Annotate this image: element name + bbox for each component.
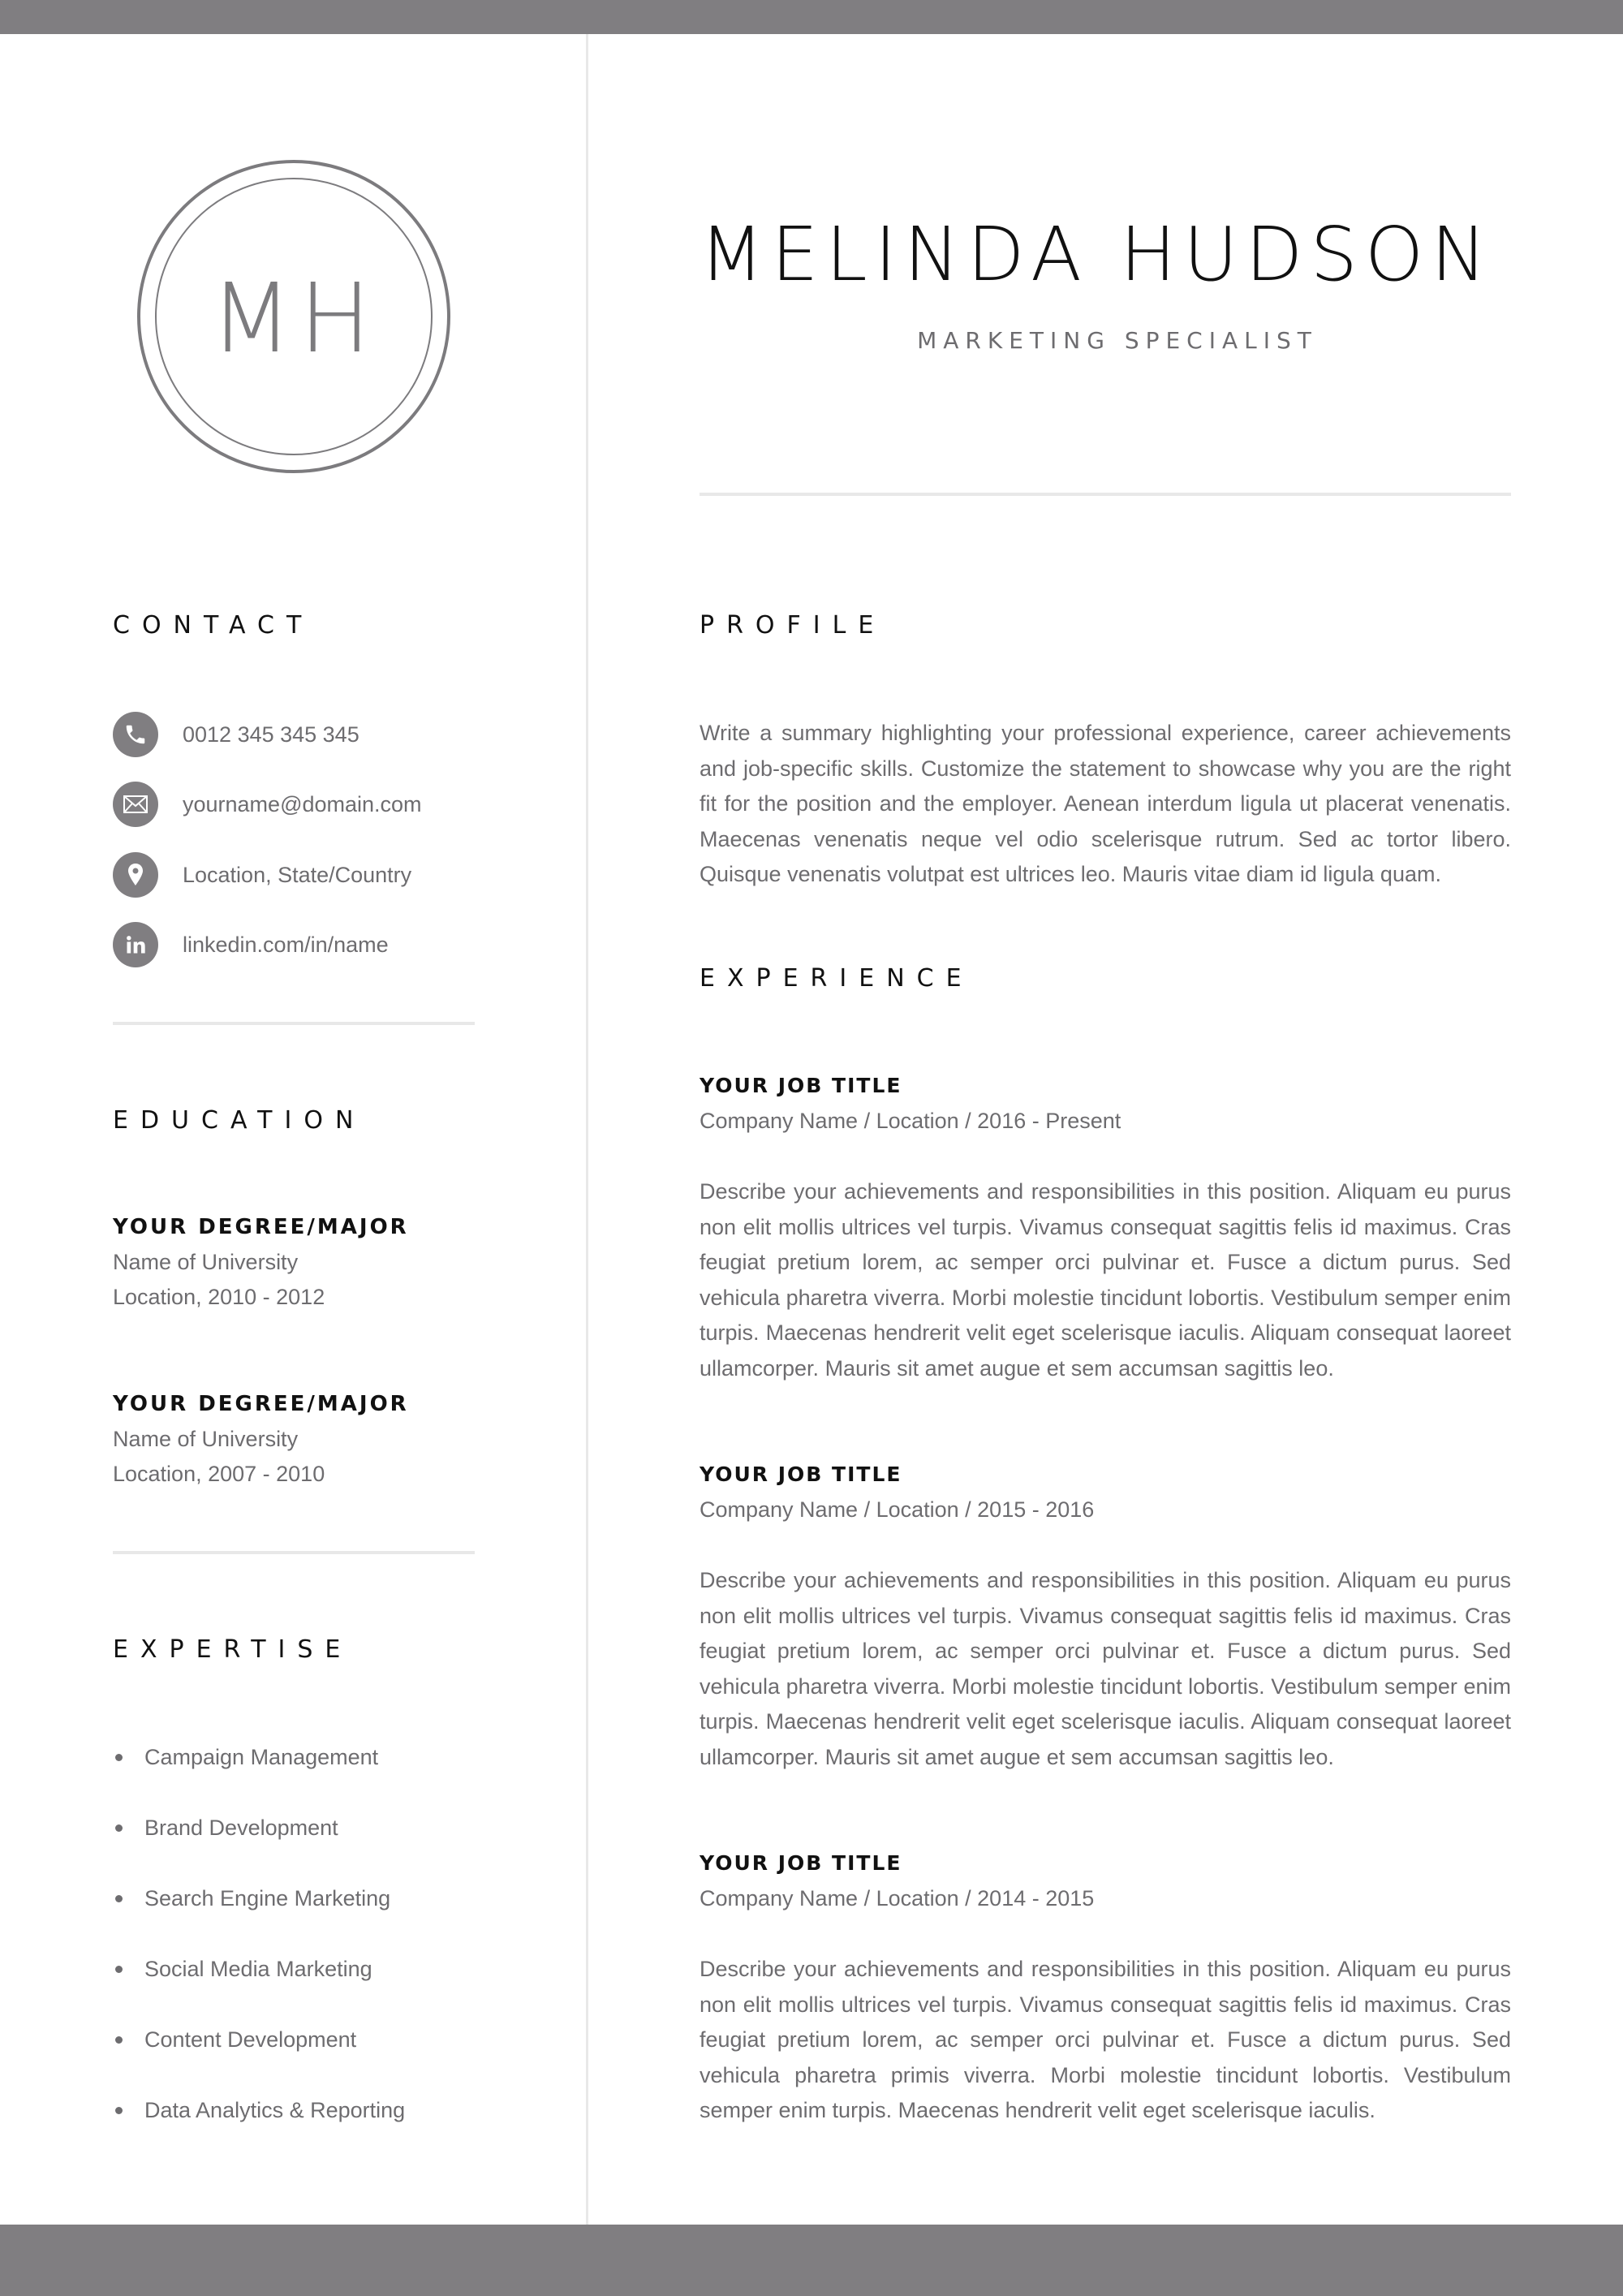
profile-summary: Write a summary highlighting your professional experience, career achievements and job-specific skills. Customize the statement to showcase why you are the right fit for the position and the employer. Aenean interdum ligula ut placerat venenatis. Maecenas venenatis neque vel odio scelerisque rutrum. Sed ac tortor libero. Quisque venenatis volutpat est ultrices leo. Mauris vitae diam id ligula quam. [700, 721, 1511, 886]
degree-title: YOUR DEGREE/MAJOR [113, 1215, 409, 1239]
experience-heading: EXPERIENCE [700, 964, 974, 993]
job-company-location-dates: Company Name / Location / 2016 - Present [700, 1109, 1121, 1133]
column-divider [586, 34, 588, 2225]
email-icon [113, 782, 158, 827]
job-title: YOUR JOB TITLE [700, 1074, 902, 1097]
expertise-item-label: Campaign Management [144, 1744, 379, 1769]
bullet-icon [115, 2036, 123, 2044]
monogram-initials: MH [209, 262, 378, 374]
candidate-title: MARKETING SPECIALIST [917, 327, 1318, 354]
contact-email [113, 782, 422, 827]
university-name: Name of University [113, 1250, 299, 1274]
education-location-dates: Location, 2007 - 2010 [113, 1462, 325, 1486]
education-entry [113, 1209, 475, 1315]
linkedin-icon [113, 922, 158, 967]
contact-linkedin [113, 922, 389, 967]
experience-entry [700, 1457, 1511, 1775]
expertise-item-label: Data Analytics & Reporting [144, 2097, 406, 2122]
header-divider [700, 493, 1511, 496]
education-entry [113, 1386, 475, 1492]
experience-entry [700, 1846, 1511, 2129]
degree-title: YOUR DEGREE/MAJOR [113, 1392, 409, 1416]
expertise-item [113, 2023, 356, 2056]
expertise-item [113, 1741, 378, 1773]
monogram-badge [137, 160, 450, 473]
contact-linkedin-text: linkedin.com/in/name [183, 932, 389, 957]
contact-phone [113, 712, 359, 757]
experience-entry [700, 1068, 1511, 1386]
job-description: Describe your achievements and responsibilities in this position. Aliquam eu purus non elit mollis ultrices vel turpis. Vivamus consequat sagittis felis id maximus. Cras feugiat pretium lorem, ac semper orci pulvinar et. Fusce a dictum purus. Sed vehicula pharetra viverra. Morbi molestie tincidunt lobortis. Vestibulum semper enim turpis. Maecenas hendrerit velit eget scelerisque iaculis. Aliquam consequat laoreet ullamcorper. Mauris sit amet augue et sem accumsan sagittis leo. [700, 1568, 1511, 1769]
contact-heading: CONTACT [113, 611, 314, 640]
bullet-icon [115, 1966, 123, 1973]
candidate-name: MELINDA HUDSON [700, 211, 1495, 298]
expertise-item-label: Brand Development [144, 1815, 338, 1840]
job-description: Describe your achievements and responsibilities in this position. Aliquam eu purus non elit mollis ultrices vel turpis. Vivamus consequat sagittis felis id maximus. Cras feugiat pretium lorem, ac semper orci pulvinar et. Fusce a dictum purus. Sed vehicula pharetra viverra. Morbi molestie tincidunt lobortis. Vestibulum semper enim turpis. Maecenas hendrerit velit eget scelerisque iaculis. Aliquam consequat laoreet ullamcorper. Mauris sit amet augue et sem accumsan sagittis leo. [700, 1179, 1511, 1381]
bullet-icon [115, 2107, 123, 2114]
location-pin-icon [113, 852, 158, 898]
bullet-icon [115, 1824, 123, 1832]
university-name: Name of University [113, 1427, 299, 1451]
contact-email-text: yourname@domain.com [183, 791, 422, 816]
contact-location-text: Location, State/Country [183, 862, 412, 887]
expertise-item [113, 2094, 405, 2126]
job-description: Describe your achievements and responsibilities in this position. Aliquam eu purus non elit mollis ultrices vel turpis. Vivamus consequat sagittis felis id maximus. Cras feugiat pretium lorem, ac semper orci pulvinar et. Fusce a dictum purus. Sed vehicula pharetra primis viverra. Morbi molestie tincidunt lobortis. Vestibulum semper enim turpis. Maecenas hendrerit velit eget scelerisque iaculis. [700, 1957, 1511, 2122]
education-location-dates: Location, 2010 - 2012 [113, 1285, 325, 1309]
education-divider [113, 1551, 475, 1554]
expertise-item [113, 1953, 372, 1985]
expertise-item [113, 1811, 338, 1844]
bullet-icon [115, 1754, 123, 1761]
education-heading: EDUCATION [113, 1106, 366, 1135]
job-company-location-dates: Company Name / Location / 2015 - 2016 [700, 1497, 1095, 1522]
expertise-heading: EXPERTISE [113, 1635, 353, 1664]
top-accent-bar [0, 0, 1623, 34]
contact-location [113, 852, 411, 898]
expertise-item-label: Social Media Marketing [144, 1956, 372, 1981]
phone-icon [113, 712, 158, 757]
expertise-item-label: Search Engine Marketing [144, 1885, 391, 1910]
contact-phone-text: 0012 345 345 345 [183, 722, 359, 747]
job-title: YOUR JOB TITLE [700, 1462, 902, 1486]
monogram-inner-ring [155, 178, 433, 455]
job-company-location-dates: Company Name / Location / 2014 - 2015 [700, 1886, 1095, 1910]
expertise-item [113, 1882, 390, 1915]
profile-heading: PROFILE [700, 611, 886, 640]
bullet-icon [115, 1895, 123, 1902]
expertise-item-label: Content Development [144, 2027, 357, 2052]
contact-divider [113, 1022, 475, 1025]
job-title: YOUR JOB TITLE [700, 1851, 902, 1875]
bottom-accent-bar [0, 2225, 1623, 2296]
